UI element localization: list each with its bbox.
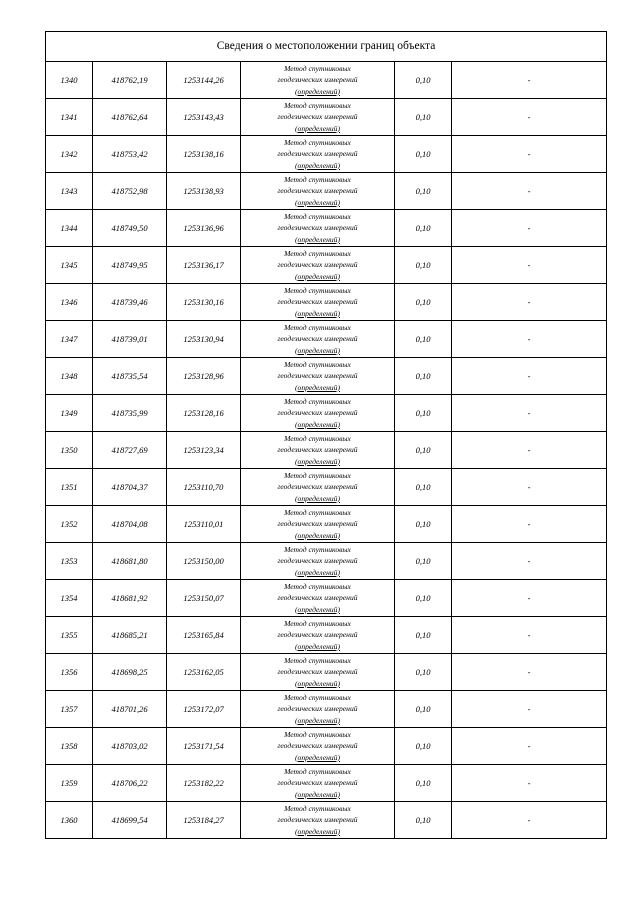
point-number-cell: 1353 xyxy=(46,543,93,580)
accuracy-cell: 0,10 xyxy=(395,358,452,395)
table-row xyxy=(46,432,607,469)
coord-y-cell: 1253143,43 xyxy=(167,99,241,136)
method-line: (определений) xyxy=(295,271,340,281)
method-line: геодезических измерений xyxy=(277,667,358,677)
coord-y-cell: 1253150,07 xyxy=(167,580,241,617)
point-number-cell: 1343 xyxy=(46,173,93,210)
coord-x-cell: 418681,92 xyxy=(93,580,167,617)
coord-y-cell: 1253110,01 xyxy=(167,506,241,543)
method-line: (определений) xyxy=(295,86,340,96)
coord-x-cell: 418739,01 xyxy=(93,321,167,358)
method-line: геодезических измерений xyxy=(277,445,358,455)
method-cell xyxy=(241,506,395,543)
method-line: Метод спутниковых xyxy=(284,545,351,555)
method-line: (определений) xyxy=(295,382,340,392)
accuracy-cell: 0,10 xyxy=(395,543,452,580)
table-row xyxy=(46,728,607,765)
table-title-row xyxy=(46,32,607,62)
accuracy-cell: 0,10 xyxy=(395,691,452,728)
coord-y-cell: 1253162,05 xyxy=(167,654,241,691)
method-line: геодезических измерений xyxy=(277,334,358,344)
note-cell: - xyxy=(452,691,607,728)
accuracy-cell: 0,10 xyxy=(395,321,452,358)
coord-x-cell: 418704,08 xyxy=(93,506,167,543)
point-number-cell: 1347 xyxy=(46,321,93,358)
method-line: (определений) xyxy=(295,308,340,318)
point-number-cell: 1360 xyxy=(46,802,93,839)
coord-y-cell: 1253138,93 xyxy=(167,173,241,210)
table-row xyxy=(46,321,607,358)
method-line: (определений) xyxy=(295,789,340,799)
coord-y-cell: 1253136,96 xyxy=(167,210,241,247)
method-cell xyxy=(241,358,395,395)
coord-x-cell: 418698,25 xyxy=(93,654,167,691)
note-cell: - xyxy=(452,210,607,247)
method-line: геодезических измерений xyxy=(277,482,358,492)
method-line: геодезических измерений xyxy=(277,408,358,418)
accuracy-cell: 0,10 xyxy=(395,469,452,506)
table-row xyxy=(46,765,607,802)
note-cell: - xyxy=(452,358,607,395)
method-line: геодезических измерений xyxy=(277,223,358,233)
method-line: (определений) xyxy=(295,826,340,836)
coord-x-cell: 418735,99 xyxy=(93,395,167,432)
coord-x-cell: 418749,95 xyxy=(93,247,167,284)
accuracy-cell: 0,10 xyxy=(395,210,452,247)
method-cell xyxy=(241,654,395,691)
note-cell: - xyxy=(452,469,607,506)
table-row xyxy=(46,99,607,136)
method-cell xyxy=(241,247,395,284)
method-line: Метод спутниковых xyxy=(284,471,351,481)
accuracy-cell: 0,10 xyxy=(395,247,452,284)
accuracy-cell: 0,10 xyxy=(395,99,452,136)
point-number-cell: 1356 xyxy=(46,654,93,691)
method-cell xyxy=(241,173,395,210)
point-number-cell: 1359 xyxy=(46,765,93,802)
method-line: (определений) xyxy=(295,752,340,762)
method-line: Метод спутниковых xyxy=(284,656,351,666)
note-cell: - xyxy=(452,99,607,136)
method-cell xyxy=(241,395,395,432)
coord-y-cell: 1253128,96 xyxy=(167,358,241,395)
table-row xyxy=(46,247,607,284)
coord-y-cell: 1253123,34 xyxy=(167,432,241,469)
method-line: (определений) xyxy=(295,123,340,133)
method-line: геодезических измерений xyxy=(277,630,358,640)
method-line: Метод спутниковых xyxy=(284,212,351,222)
method-line: (определений) xyxy=(295,567,340,577)
coord-y-cell: 1253171,54 xyxy=(167,728,241,765)
table-title: Сведения о местоположении границ объекта xyxy=(46,32,607,62)
method-line: Метод спутниковых xyxy=(284,508,351,518)
accuracy-cell: 0,10 xyxy=(395,136,452,173)
table-row xyxy=(46,284,607,321)
accuracy-cell: 0,10 xyxy=(395,728,452,765)
method-cell xyxy=(241,99,395,136)
coord-x-cell: 418762,19 xyxy=(93,62,167,99)
method-line: Метод спутниковых xyxy=(284,101,351,111)
accuracy-cell: 0,10 xyxy=(395,580,452,617)
note-cell: - xyxy=(452,136,607,173)
point-number-cell: 1341 xyxy=(46,99,93,136)
method-line: (определений) xyxy=(295,715,340,725)
point-number-cell: 1348 xyxy=(46,358,93,395)
method-line: Метод спутниковых xyxy=(284,693,351,703)
method-line: Метод спутниковых xyxy=(284,249,351,259)
coord-y-cell: 1253130,94 xyxy=(167,321,241,358)
method-line: геодезических измерений xyxy=(277,741,358,751)
accuracy-cell: 0,10 xyxy=(395,173,452,210)
coord-y-cell: 1253182,22 xyxy=(167,765,241,802)
accuracy-cell: 0,10 xyxy=(395,802,452,839)
coord-y-cell: 1253130,16 xyxy=(167,284,241,321)
table-row xyxy=(46,469,607,506)
note-cell: - xyxy=(452,728,607,765)
method-line: Метод спутниковых xyxy=(284,397,351,407)
method-line: Метод спутниковых xyxy=(284,286,351,296)
note-cell: - xyxy=(452,395,607,432)
point-number-cell: 1346 xyxy=(46,284,93,321)
method-line: геодезических измерений xyxy=(277,593,358,603)
coord-x-cell: 418681,80 xyxy=(93,543,167,580)
table-row xyxy=(46,691,607,728)
method-line: геодезических измерений xyxy=(277,519,358,529)
point-number-cell: 1351 xyxy=(46,469,93,506)
table-row xyxy=(46,173,607,210)
method-cell xyxy=(241,321,395,358)
method-line: Метод спутниковых xyxy=(284,138,351,148)
method-cell xyxy=(241,543,395,580)
note-cell: - xyxy=(452,802,607,839)
boundary-table xyxy=(45,31,607,839)
method-line: геодезических измерений xyxy=(277,149,358,159)
point-number-cell: 1344 xyxy=(46,210,93,247)
point-number-cell: 1350 xyxy=(46,432,93,469)
method-line: (определений) xyxy=(295,493,340,503)
coord-y-cell: 1253144,26 xyxy=(167,62,241,99)
coord-x-cell: 418753,42 xyxy=(93,136,167,173)
note-cell: - xyxy=(452,506,607,543)
note-cell: - xyxy=(452,543,607,580)
coord-x-cell: 418762,64 xyxy=(93,99,167,136)
coord-y-cell: 1253184,27 xyxy=(167,802,241,839)
method-line: (определений) xyxy=(295,678,340,688)
method-line: (определений) xyxy=(295,641,340,651)
method-line: геодезических измерений xyxy=(277,186,358,196)
coord-x-cell: 418685,21 xyxy=(93,617,167,654)
method-line: геодезических измерений xyxy=(277,815,358,825)
table-row xyxy=(46,654,607,691)
method-cell xyxy=(241,136,395,173)
point-number-cell: 1357 xyxy=(46,691,93,728)
document-sheet xyxy=(45,31,606,839)
accuracy-cell: 0,10 xyxy=(395,765,452,802)
accuracy-cell: 0,10 xyxy=(395,62,452,99)
note-cell: - xyxy=(452,617,607,654)
table-row xyxy=(46,136,607,173)
point-number-cell: 1345 xyxy=(46,247,93,284)
point-number-cell: 1354 xyxy=(46,580,93,617)
method-line: Метод спутниковых xyxy=(284,767,351,777)
method-line: геодезических измерений xyxy=(277,704,358,714)
method-cell xyxy=(241,617,395,654)
table-row xyxy=(46,543,607,580)
method-cell xyxy=(241,691,395,728)
table-row xyxy=(46,62,607,99)
method-cell xyxy=(241,728,395,765)
note-cell: - xyxy=(452,173,607,210)
method-line: Метод спутниковых xyxy=(284,582,351,592)
table-row xyxy=(46,358,607,395)
point-number-cell: 1342 xyxy=(46,136,93,173)
method-line: (определений) xyxy=(295,419,340,429)
coord-y-cell: 1253128,16 xyxy=(167,395,241,432)
method-line: Метод спутниковых xyxy=(284,619,351,629)
coord-x-cell: 418704,37 xyxy=(93,469,167,506)
coord-y-cell: 1253136,17 xyxy=(167,247,241,284)
method-cell xyxy=(241,210,395,247)
method-cell xyxy=(241,469,395,506)
note-cell: - xyxy=(452,247,607,284)
method-cell xyxy=(241,284,395,321)
table-row xyxy=(46,395,607,432)
method-line: геодезических измерений xyxy=(277,75,358,85)
note-cell: - xyxy=(452,62,607,99)
table-row xyxy=(46,210,607,247)
method-line: Метод спутниковых xyxy=(284,730,351,740)
method-line: геодезических измерений xyxy=(277,556,358,566)
coord-x-cell: 418699,54 xyxy=(93,802,167,839)
method-line: Метод спутниковых xyxy=(284,323,351,333)
method-line: геодезических измерений xyxy=(277,297,358,307)
method-cell xyxy=(241,802,395,839)
method-line: геодезических измерений xyxy=(277,260,358,270)
accuracy-cell: 0,10 xyxy=(395,654,452,691)
coord-x-cell: 418739,46 xyxy=(93,284,167,321)
method-line: Метод спутниковых xyxy=(284,175,351,185)
point-number-cell: 1352 xyxy=(46,506,93,543)
coord-x-cell: 418735,54 xyxy=(93,358,167,395)
coord-y-cell: 1253172,07 xyxy=(167,691,241,728)
accuracy-cell: 0,10 xyxy=(395,395,452,432)
method-line: Метод спутниковых xyxy=(284,360,351,370)
method-line: геодезических измерений xyxy=(277,778,358,788)
method-line: геодезических измерений xyxy=(277,371,358,381)
method-line: (определений) xyxy=(295,234,340,244)
coord-x-cell: 418701,26 xyxy=(93,691,167,728)
method-line: Метод спутниковых xyxy=(284,64,351,74)
method-line: (определений) xyxy=(295,604,340,614)
method-line: Метод спутниковых xyxy=(284,804,351,814)
table-row xyxy=(46,580,607,617)
method-line: (определений) xyxy=(295,530,340,540)
coord-y-cell: 1253150,00 xyxy=(167,543,241,580)
note-cell: - xyxy=(452,321,607,358)
note-cell: - xyxy=(452,765,607,802)
point-number-cell: 1355 xyxy=(46,617,93,654)
coord-x-cell: 418752,98 xyxy=(93,173,167,210)
point-number-cell: 1349 xyxy=(46,395,93,432)
accuracy-cell: 0,10 xyxy=(395,506,452,543)
method-line: (определений) xyxy=(295,345,340,355)
coord-x-cell: 418706,22 xyxy=(93,765,167,802)
accuracy-cell: 0,10 xyxy=(395,617,452,654)
method-line: (определений) xyxy=(295,160,340,170)
point-number-cell: 1358 xyxy=(46,728,93,765)
coord-y-cell: 1253110,70 xyxy=(167,469,241,506)
method-line: (определений) xyxy=(295,197,340,207)
coord-x-cell: 418727,69 xyxy=(93,432,167,469)
method-line: геодезических измерений xyxy=(277,112,358,122)
table-row xyxy=(46,617,607,654)
note-cell: - xyxy=(452,654,607,691)
method-cell xyxy=(241,432,395,469)
note-cell: - xyxy=(452,432,607,469)
note-cell: - xyxy=(452,580,607,617)
point-number-cell: 1340 xyxy=(46,62,93,99)
coord-y-cell: 1253138,16 xyxy=(167,136,241,173)
accuracy-cell: 0,10 xyxy=(395,432,452,469)
table-row xyxy=(46,506,607,543)
method-line: (определений) xyxy=(295,456,340,466)
method-cell xyxy=(241,765,395,802)
method-line: Метод спутниковых xyxy=(284,434,351,444)
coord-x-cell: 418749,50 xyxy=(93,210,167,247)
table-row xyxy=(46,802,607,839)
method-cell xyxy=(241,580,395,617)
coord-y-cell: 1253165,84 xyxy=(167,617,241,654)
accuracy-cell: 0,10 xyxy=(395,284,452,321)
coord-x-cell: 418703,02 xyxy=(93,728,167,765)
method-cell xyxy=(241,62,395,99)
note-cell: - xyxy=(452,284,607,321)
